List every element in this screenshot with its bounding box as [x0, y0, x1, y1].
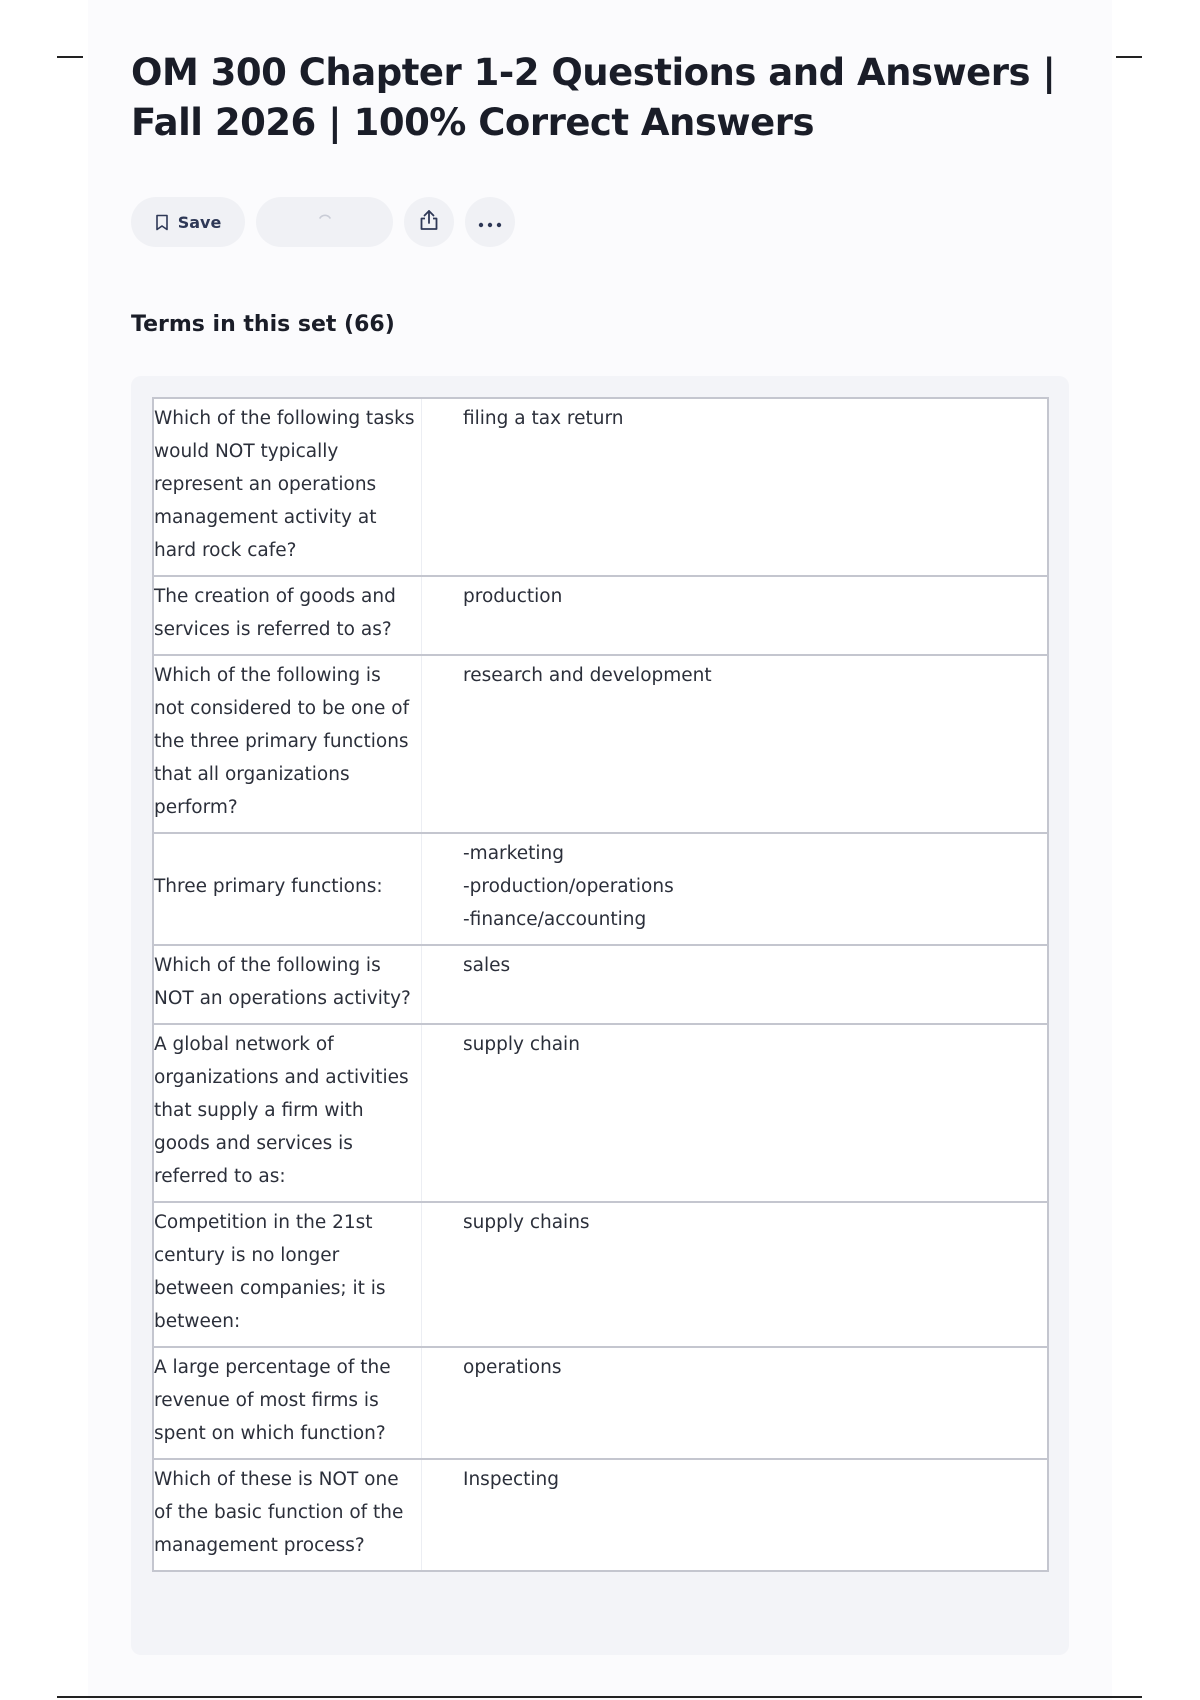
definition-text: [422, 946, 1047, 1023]
definition-text: [422, 577, 1047, 654]
definition-text: [422, 1348, 1047, 1458]
share-button[interactable]: [404, 197, 454, 247]
definition-line: -marketing: [463, 843, 564, 864]
term-row: [154, 1348, 1047, 1460]
term-row: [154, 399, 1047, 577]
term-text: A large percentage of the revenue of most firms is spent on which function?: [154, 1348, 422, 1458]
term-row: [154, 946, 1047, 1025]
term-text: [154, 834, 422, 944]
page-title: OM 300 Chapter 1-2 Questions and Answers | Fall 2026 | 100% Correct Answers: [131, 51, 1056, 144]
term-text-content: Three primary functions:: [154, 876, 383, 897]
definition-line: operations: [463, 1357, 562, 1378]
definition-text: [422, 1025, 1047, 1201]
definition-line: supply chains: [463, 1212, 590, 1233]
term-text: Which of these is NOT one of the basic function of the management process?: [154, 1460, 422, 1570]
definition-text: [422, 1203, 1047, 1346]
definition-line: production: [463, 586, 563, 607]
term-text: Which of the following tasks would NOT typically represent an operations management activity at hard rock cafe?: [154, 399, 422, 575]
definition-text: [422, 656, 1047, 832]
definition-line: -production/operations: [463, 876, 674, 897]
save-button[interactable]: [131, 197, 245, 247]
definition-line: filing a tax return: [463, 408, 624, 429]
bottom-rule: [57, 1696, 1142, 1698]
term-row: [154, 1460, 1047, 1570]
term-text: The creation of goods and services is referred to as?: [154, 577, 422, 654]
term-text: Which of the following is not considered to be one of the three primary functions that all organizations perform?: [154, 656, 422, 832]
crop-mark-left: [57, 56, 83, 58]
action-bar: [131, 196, 526, 248]
definition-line: sales: [463, 955, 511, 976]
definition-text: [422, 399, 1047, 575]
more-horizontal-icon: [478, 213, 502, 232]
save-button-label: Save: [177, 212, 222, 232]
term-text: Which of the following is NOT an operations activity?: [154, 946, 422, 1023]
loading-spinner-icon: [315, 210, 335, 234]
crop-mark-right: [1116, 56, 1142, 58]
definition-text: [422, 834, 1047, 944]
definition-line: research and development: [463, 665, 712, 686]
more-options-button[interactable]: [465, 197, 515, 247]
term-row: [154, 1203, 1047, 1348]
bookmark-icon: [155, 214, 169, 231]
definition-line: -finance/accounting: [463, 909, 647, 930]
definition-line: supply chain: [463, 1034, 580, 1055]
loading-button[interactable]: [256, 197, 393, 247]
terms-heading: Terms in this set (66): [131, 312, 395, 337]
term-text: Competition in the 21st century is no longer between companies; it is between:: [154, 1203, 422, 1346]
term-text: A global network of organizations and activities that supply a firm with goods and services is referred to as:: [154, 1025, 422, 1201]
share-icon: [418, 208, 440, 236]
term-row: [154, 656, 1047, 834]
term-row: [154, 834, 1047, 946]
definition-line: Inspecting: [463, 1469, 559, 1490]
term-row: [154, 1025, 1047, 1203]
term-row: [154, 577, 1047, 656]
terms-table: [152, 397, 1049, 1572]
definition-text: [422, 1460, 1047, 1570]
